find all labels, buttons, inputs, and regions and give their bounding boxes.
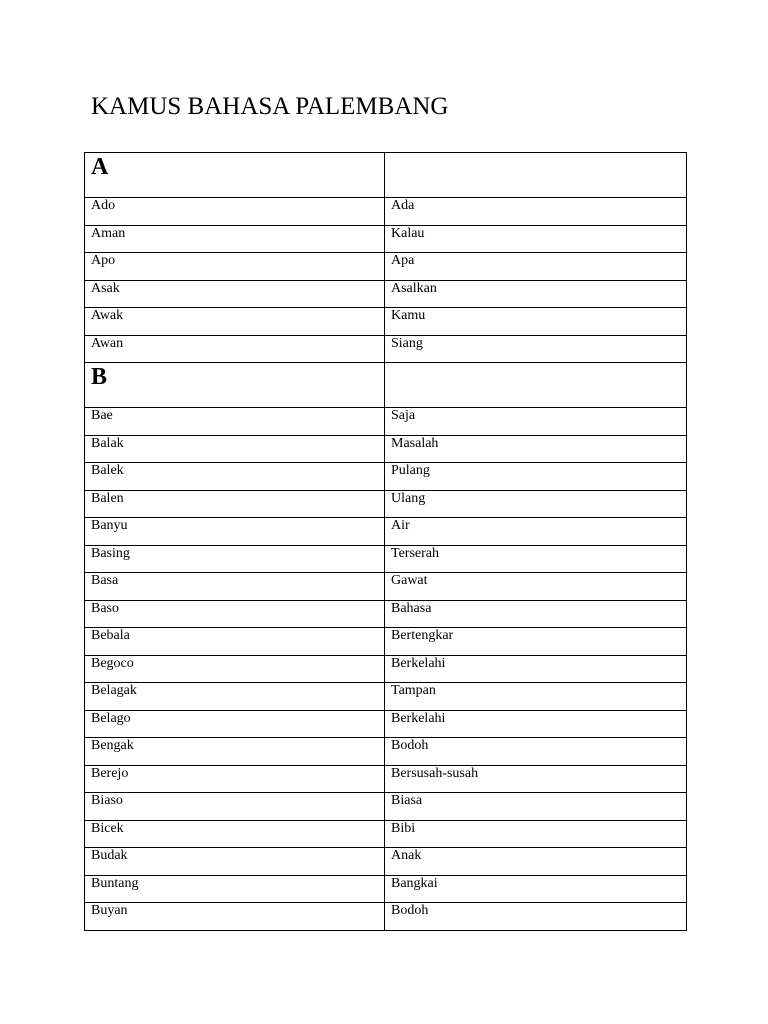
letter-heading-cell (85, 153, 385, 198)
palembang-word-cell: Awan (85, 335, 385, 363)
palembang-word-cell: Berejo (85, 765, 385, 793)
table-row (85, 765, 687, 793)
palembang-word-cell: Bae (85, 408, 385, 436)
indonesia-word-cell: Biasa (385, 793, 687, 821)
indonesia-word-cell: Bodoh (385, 903, 687, 931)
table-row (85, 738, 687, 766)
indonesia-word-cell: Saja (385, 408, 687, 436)
table-row (85, 518, 687, 546)
letter-heading: B (91, 364, 108, 390)
indonesia-word-cell: Terserah (385, 545, 687, 573)
indonesia-word-cell: Kamu (385, 308, 687, 336)
letter-heading-row (85, 153, 687, 198)
table-row (85, 463, 687, 491)
palembang-word-cell: Bengak (85, 738, 385, 766)
table-row (85, 903, 687, 931)
indonesia-word-cell: Gawat (385, 573, 687, 601)
palembang-word-cell: Bebala (85, 628, 385, 656)
palembang-word-cell: Banyu (85, 518, 385, 546)
palembang-word-cell: Belago (85, 710, 385, 738)
indonesia-word-cell: Bertengkar (385, 628, 687, 656)
table-row (85, 408, 687, 436)
indonesia-word-cell: Ulang (385, 490, 687, 518)
table-row (85, 848, 687, 876)
indonesia-word-cell: Bibi (385, 820, 687, 848)
palembang-word-cell: Balak (85, 435, 385, 463)
letter-heading-empty-cell (385, 363, 687, 408)
table-row (85, 225, 687, 253)
letter-heading-cell (85, 363, 385, 408)
palembang-word-cell: Asak (85, 280, 385, 308)
letter-heading-empty-cell (385, 153, 687, 198)
table-row (85, 573, 687, 601)
indonesia-word-cell: Masalah (385, 435, 687, 463)
indonesia-word-cell: Ada (385, 198, 687, 226)
table-row (85, 308, 687, 336)
indonesia-word-cell: Anak (385, 848, 687, 876)
palembang-word-cell: Basing (85, 545, 385, 573)
indonesia-word-cell: Bodoh (385, 738, 687, 766)
dictionary-table-body (85, 153, 687, 931)
palembang-word-cell: Basa (85, 573, 385, 601)
indonesia-word-cell: Kalau (385, 225, 687, 253)
palembang-word-cell: Biaso (85, 793, 385, 821)
letter-heading-row (85, 363, 687, 408)
palembang-word-cell: Apo (85, 253, 385, 281)
table-row (85, 335, 687, 363)
indonesia-word-cell: Tampan (385, 683, 687, 711)
palembang-word-cell: Balek (85, 463, 385, 491)
indonesia-word-cell: Air (385, 518, 687, 546)
palembang-word-cell: Ado (85, 198, 385, 226)
palembang-word-cell: Awak (85, 308, 385, 336)
table-row (85, 875, 687, 903)
indonesia-word-cell: Bahasa (385, 600, 687, 628)
table-row (85, 820, 687, 848)
table-row (85, 683, 687, 711)
letter-heading: A (91, 154, 109, 180)
table-row (85, 490, 687, 518)
table-row (85, 710, 687, 738)
indonesia-word-cell: Siang (385, 335, 687, 363)
indonesia-word-cell: Bangkai (385, 875, 687, 903)
indonesia-word-cell: Bersusah-susah (385, 765, 687, 793)
indonesia-word-cell: Berkelahi (385, 655, 687, 683)
table-row (85, 198, 687, 226)
document-title: KAMUS BAHASA PALEMBANG (91, 93, 449, 120)
palembang-word-cell: Bicek (85, 820, 385, 848)
indonesia-word-cell: Apa (385, 253, 687, 281)
table-row (85, 600, 687, 628)
palembang-word-cell: Buyan (85, 903, 385, 931)
palembang-word-cell: Buntang (85, 875, 385, 903)
table-row (85, 545, 687, 573)
table-row (85, 253, 687, 281)
indonesia-word-cell: Berkelahi (385, 710, 687, 738)
palembang-word-cell: Belagak (85, 683, 385, 711)
dictionary-table (84, 152, 687, 931)
table-row (85, 655, 687, 683)
table-row (85, 628, 687, 656)
table-row (85, 435, 687, 463)
palembang-word-cell: Budak (85, 848, 385, 876)
palembang-word-cell: Begoco (85, 655, 385, 683)
palembang-word-cell: Baso (85, 600, 385, 628)
table-row (85, 793, 687, 821)
table-row (85, 280, 687, 308)
indonesia-word-cell: Pulang (385, 463, 687, 491)
palembang-word-cell: Aman (85, 225, 385, 253)
indonesia-word-cell: Asalkan (385, 280, 687, 308)
palembang-word-cell: Balen (85, 490, 385, 518)
